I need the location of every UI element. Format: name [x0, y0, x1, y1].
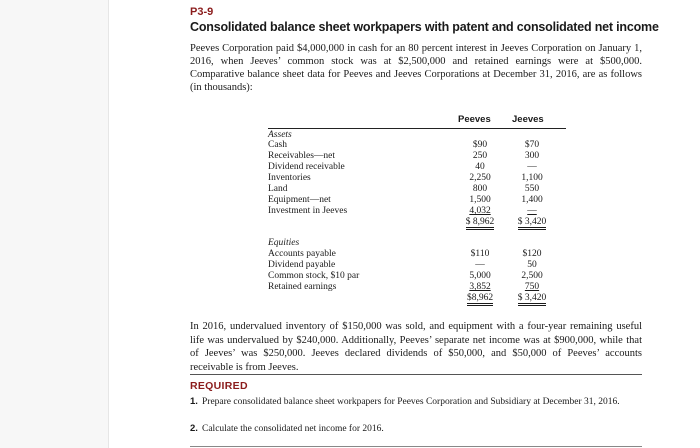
problem-number: P3-9 — [190, 6, 214, 18]
problem-title: Consolidated balance sheet workpapers with patent and consolidated net income — [190, 20, 659, 34]
header-rule — [268, 128, 566, 129]
equity-label: Retained earnings — [268, 282, 337, 292]
equities-heading: Equities — [268, 238, 300, 248]
asset-label: Dividend receivable — [268, 162, 345, 172]
asset-label: Investment in Jeeves — [268, 206, 348, 216]
asset-peeves-value: 1,500 — [469, 195, 491, 205]
asset-peeves-value: 250 — [472, 151, 488, 161]
assets-total-peeves: $ 8,962 — [458, 217, 502, 227]
equities-total-jeeves: $ 3,420 — [510, 293, 554, 303]
asset-peeves-value: 40 — [475, 162, 485, 172]
problem-page — [190, 0, 670, 448]
asset-jeeves-value: 550 — [524, 184, 540, 194]
required-item: 1. Prepare consolidated balance sheet workpapers for Peeves Corporation and Subsidiary at December 31, 2016. — [190, 396, 620, 407]
equity-label: Common stock, $10 par — [268, 271, 360, 281]
asset-peeves-value: $90 — [472, 140, 488, 150]
required-heading: REQUIRED — [190, 380, 248, 392]
asset-label: Cash — [268, 140, 287, 150]
asset-peeves-value: 2,250 — [469, 173, 491, 183]
column-header-peeves: Peeves — [458, 114, 491, 125]
equity-jeeves-value: $120 — [522, 249, 542, 259]
equity-jeeves-value: 2,500 — [521, 271, 543, 281]
asset-label: Equipment—net — [268, 195, 331, 205]
problem-closing-paragraph: In 2016, undervalued inventory of $150,000 was sold, and equipment with a four-year remaining useful life was undervalued by $240,000. Additionally, Peeves’ separate net income was at $900,000, while that of Jeeves’ was $250,000. Jeeves declared dividends of $50,000, and $50,000 of Peeves’ accounts receivable is from Jeeves. — [190, 321, 642, 373]
assets-heading: Assets — [268, 130, 292, 140]
asset-peeves-value: 4,032 — [469, 206, 491, 216]
equity-peeves-value: $110 — [470, 249, 490, 259]
left-margin-panel — [0, 0, 109, 448]
assets-total-jeeves: $ 3,420 — [510, 217, 554, 227]
asset-label: Receivables—net — [268, 151, 336, 161]
asset-jeeves-value: 1,400 — [521, 195, 543, 205]
asset-jeeves-value: $70 — [524, 140, 540, 150]
asset-jeeves-value: — — [527, 206, 537, 216]
equity-peeves-value: 5,000 — [469, 271, 491, 281]
asset-jeeves-value: 1,100 — [521, 173, 543, 183]
equity-jeeves-value: 50 — [527, 260, 537, 270]
equities-total-peeves: $8,962 — [458, 293, 502, 303]
equity-peeves-value: — — [475, 260, 485, 270]
equity-label: Accounts payable — [268, 249, 336, 259]
column-header-jeeves: Jeeves — [512, 114, 544, 125]
bottom-divider — [190, 446, 642, 447]
balance-sheet-table — [190, 112, 670, 312]
required-divider — [190, 374, 642, 375]
asset-peeves-value: 800 — [472, 184, 488, 194]
required-item: 2. Calculate the consolidated net income for 2016. — [190, 423, 384, 434]
problem-intro: Peeves Corporation paid $4,000,000 in cash for an 80 percent interest in Jeeves Corporation on January 1, 2016, when Jeeves’ common stock was at $2,500,000 and retained earnings were at $500,000. Comparative balance sheet data for Peeves and Jeeves Corporations at December 31, 2016, are as follows (in thousands): — [190, 43, 642, 93]
asset-label: Land — [268, 184, 288, 194]
asset-jeeves-value: 300 — [524, 151, 540, 161]
asset-jeeves-value: — — [527, 162, 537, 172]
asset-label: Inventories — [268, 173, 311, 183]
equity-jeeves-value: 750 — [524, 282, 540, 292]
equity-peeves-value: 3,852 — [469, 282, 491, 292]
equity-label: Dividend payable — [268, 260, 336, 270]
